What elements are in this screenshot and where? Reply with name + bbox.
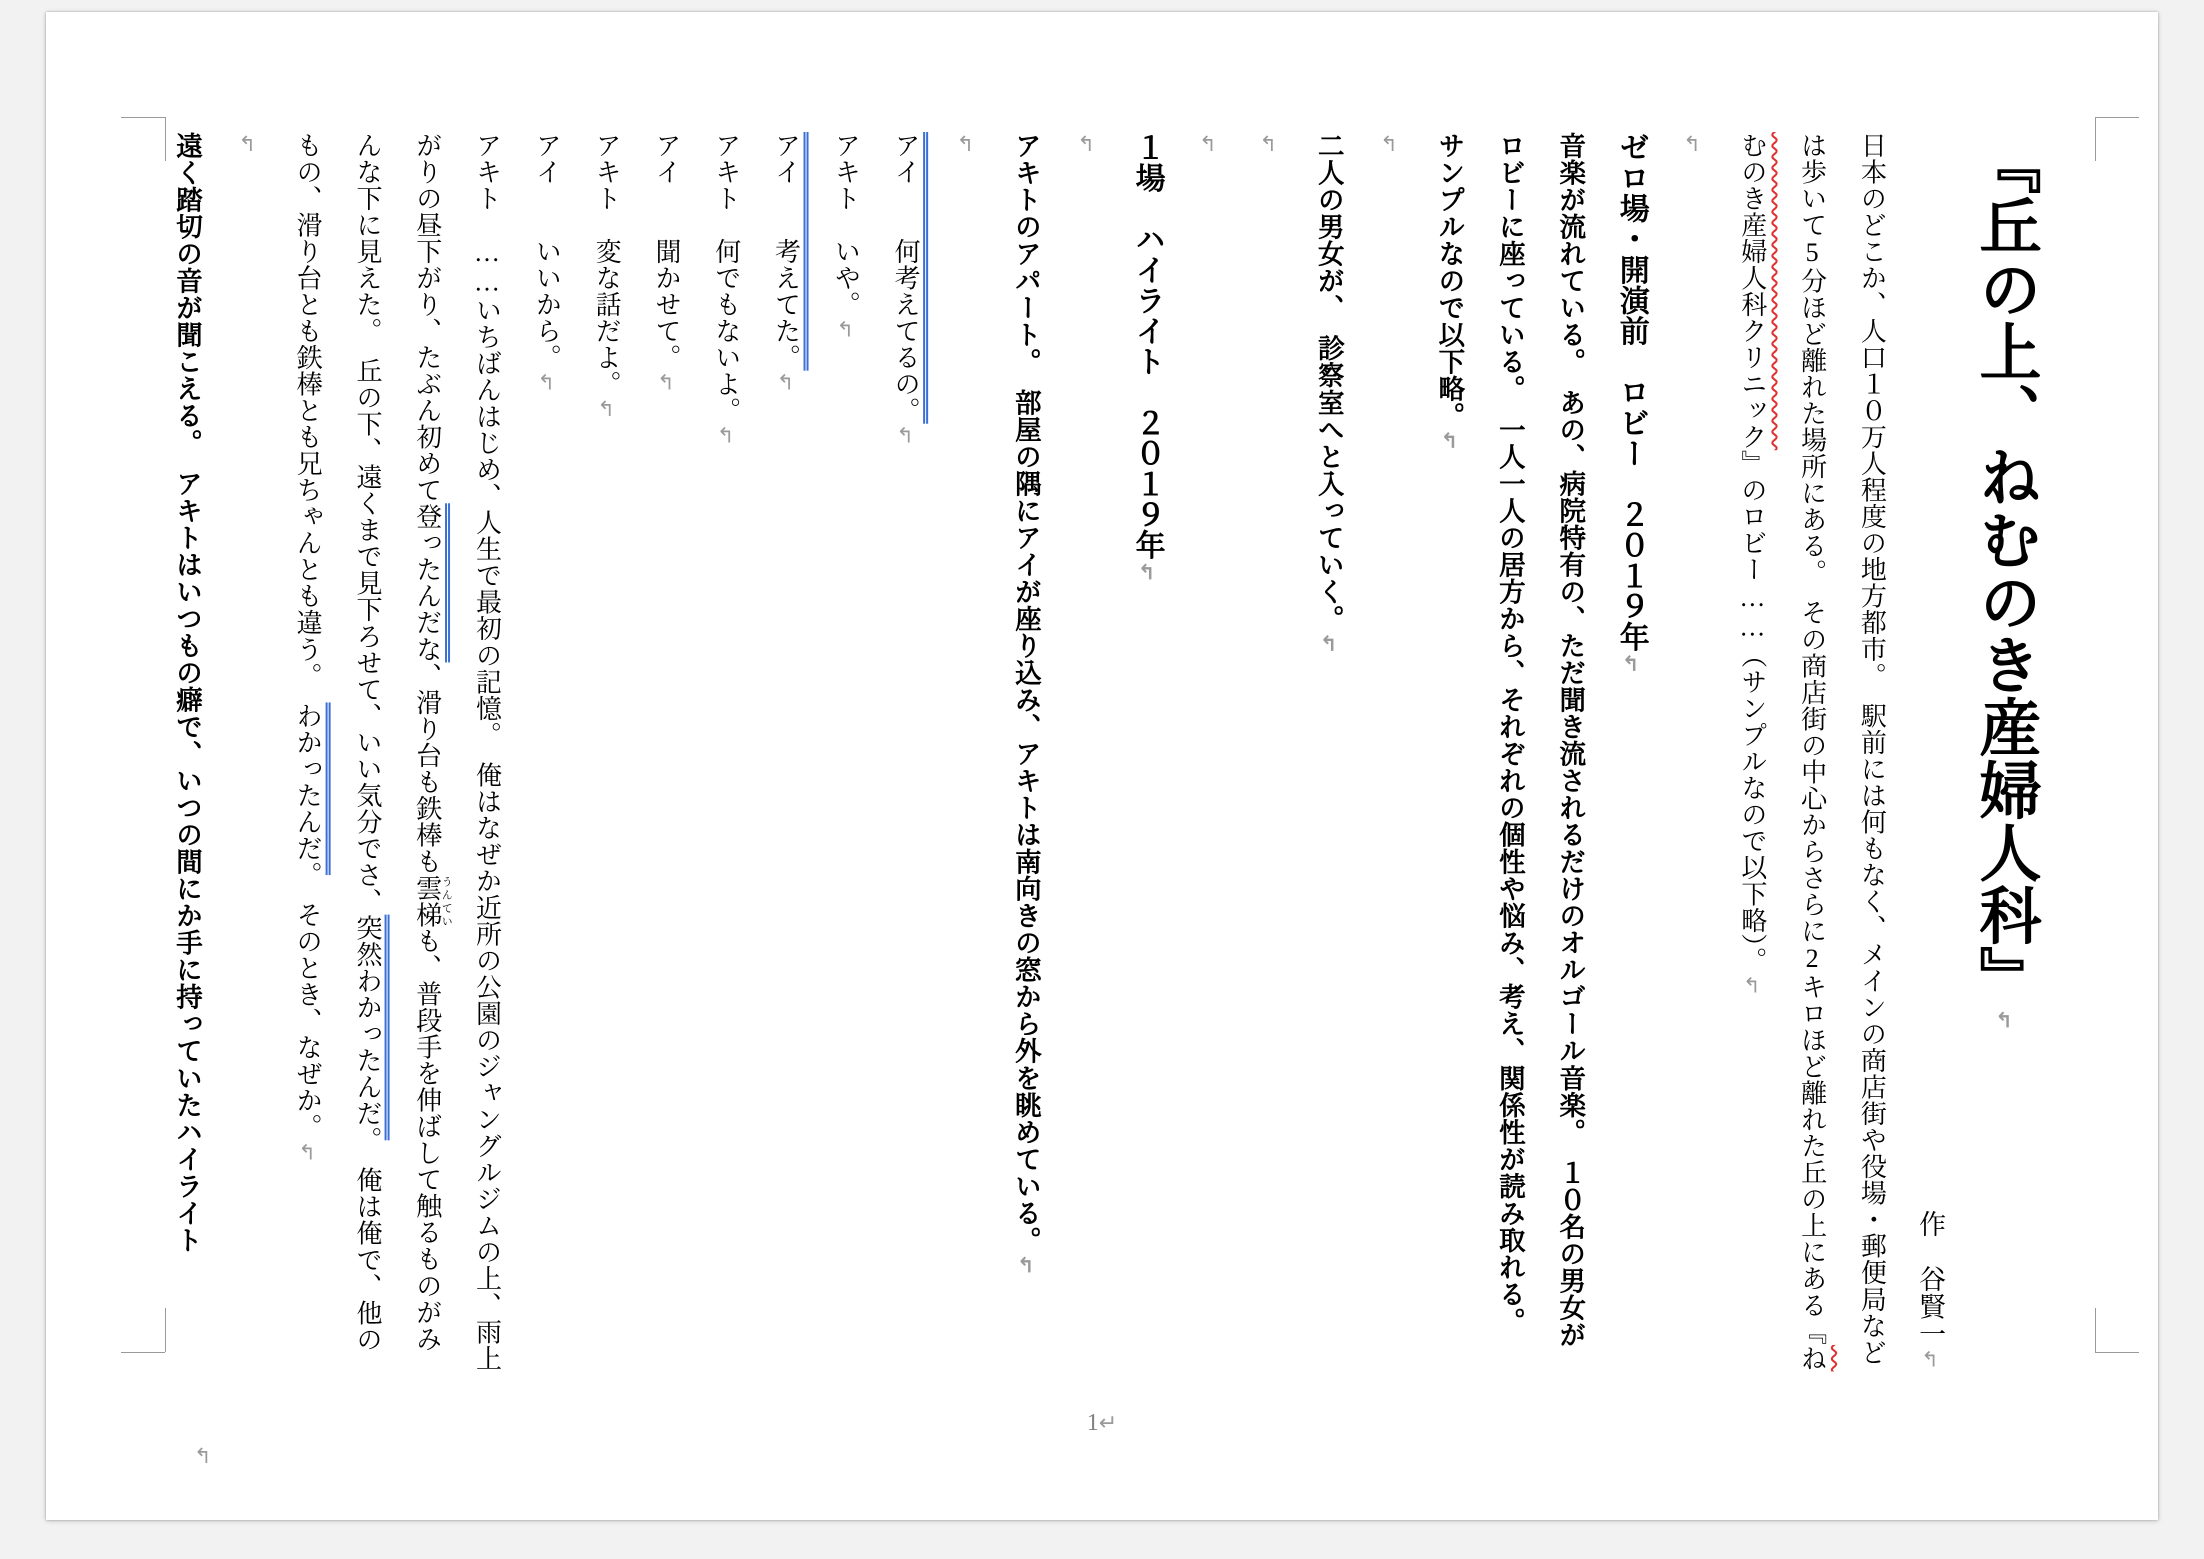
grammarcheck-flagged-phrase[interactable]: 登ったんだな	[412, 503, 442, 663]
grammarcheck-flagged-line[interactable]: アイ 考えてた。	[771, 132, 801, 371]
dialogue-text: アキト いや。	[831, 132, 861, 318]
paragraph-mark: ↰	[1918, 1348, 1943, 1372]
crop-mark-top-right	[2095, 117, 2139, 161]
paragraph-mark: ↰	[1013, 1253, 1038, 1278]
ruby-base: 雲梯	[412, 874, 442, 928]
document-end-paragraph-mark: ↰	[194, 1444, 212, 1468]
stage-direction-akito-apartment-text: アキトのアパート。 部屋の隅にアイが座り込み、アキトは南向きの窓から外を眺めている。	[1010, 132, 1041, 1254]
stage-direction-lobby-music-text: 音楽が流れている。 あの、病院特有の、ただ聞き流されるだけのオルゴール音楽。 １０名の男女がロビーに座っている。 一人一人の居方から、それぞれの個性や悩み、考え、関係性が読み取れる。 サンプルなので以下略。	[1434, 132, 1586, 1349]
paragraph-mark: ↰	[594, 397, 619, 422]
stage-direction-two-people-text: 二人の男女が、 診察室へと入っていく。	[1313, 132, 1344, 633]
grammarcheck-flagged-phrase[interactable]: わかったんだ。	[293, 702, 323, 876]
footer-return-mark: ↵	[1098, 1411, 1118, 1436]
paragraph-mark: ↰	[1618, 652, 1643, 677]
paragraph-mark: ↰	[653, 370, 678, 395]
scene-heading-one	[1116, 132, 1178, 1372]
stage-direction-railroad-crossing	[157, 132, 217, 1372]
paragraph-mark: ↰	[1739, 973, 1764, 998]
dialogue-text: アキト 変な話だよ。	[592, 132, 622, 398]
monologue-text: アキト ……いちばんはじめ、人生で最初の記憶。 俺はなぜか近所の公園のジャングルジムの上、雨上がりの昼下がり、たぶん初めて	[412, 132, 502, 1372]
paragraph-mark: ↰	[953, 132, 978, 156]
dialogue-line	[696, 132, 756, 1372]
scene-heading-one-text: １場 ハイライト ２０１９年	[1130, 132, 1164, 561]
stage-direction-two-people	[1298, 132, 1358, 1372]
intro-narration	[1722, 132, 1901, 1372]
dialogue-line	[756, 132, 816, 1372]
dialogue-line	[636, 132, 696, 1372]
paragraph-mark: ↰	[1256, 132, 1281, 156]
dialogue-line	[816, 132, 876, 1372]
paragraph-mark: ↰	[534, 370, 559, 395]
monologue-text: 俺は俺で、他のもの、滑り台とも鉄棒とも兄ちゃんとも違う。	[293, 132, 382, 1353]
monologue-text: そのとき、なぜか。	[293, 875, 323, 1141]
grammarcheck-flagged-line[interactable]: アイ 何考えてるの。	[891, 132, 921, 424]
grammarcheck-flagged-phrase[interactable]: 突然わかったんだ。	[352, 914, 382, 1141]
stage-direction-railroad-crossing-text: 遠く踏切の音が聞こえる。 アキトはいつもの癖で、いつの間にか手に持っていたハイライト	[172, 132, 203, 1254]
stage-direction-akito-apartment	[995, 132, 1055, 1372]
dialogue-line	[576, 132, 636, 1372]
spellcheck-flagged-term[interactable]: ねむのき産婦人科クリニック	[1737, 132, 1827, 1372]
paragraph-mark: ↰	[1074, 132, 1099, 156]
document-title	[1958, 132, 2048, 1372]
ruby-reading: うんてい	[440, 874, 453, 928]
dialogue-text: アイ いいから。	[532, 132, 562, 371]
crop-mark-bottom-right	[2095, 1308, 2139, 1352]
paragraph-mark: ↰	[713, 423, 738, 448]
dialogue-line	[517, 132, 577, 1372]
page-number: 1	[1086, 1410, 1099, 1436]
intro-narration-part2: 』のロビー……（サンプルなので以下略）。	[1737, 450, 1767, 974]
page-footer	[46, 1410, 2158, 1437]
paragraph-mark: ↰	[1437, 429, 1462, 454]
document-page	[46, 12, 2158, 1520]
paragraph-mark: ↰	[1680, 132, 1705, 156]
scene-heading-zero	[1600, 132, 1662, 1372]
monologue-text: も、普段手を伸ばして触るものがみんな下に見えた。 丘の下、遠くまで見下ろせて、いい気分でさ、	[352, 132, 442, 1352]
document-author	[1901, 132, 1958, 1372]
paragraph-mark: ↰	[1316, 632, 1341, 657]
document-title-text: 『丘の上、ねむのき産婦人科』	[1970, 132, 2038, 1009]
paragraph-mark: ↰	[833, 317, 858, 342]
dialogue-text: アイ 聞かせて。	[651, 132, 681, 371]
ruby-annotation	[412, 874, 453, 928]
scene-heading-zero-text: ゼロ場・開演前 ロビー ２０１９年	[1614, 132, 1648, 653]
dialogue-monologue-akito	[277, 132, 516, 1372]
intro-narration-part1: 日本のどこか、人口１０万人程度の地方都市。 駅前には何もなく、メインの商店街や役場・郵便局などは歩いて5分ほど離れた場所にある。 その商店街の中心からさらに2キロほど離れた丘の上にある『	[1797, 132, 1887, 1366]
document-body-vertical-text[interactable]	[168, 132, 2048, 1372]
dialogue-line	[875, 132, 935, 1372]
paragraph-mark: ↰	[295, 1140, 320, 1165]
stage-direction-lobby-music	[1419, 132, 1600, 1372]
paragraph-mark: ↰	[1992, 1008, 2016, 1033]
monologue-text: 、滑り台も鉄棒も	[412, 662, 442, 875]
paragraph-mark: ↰	[773, 370, 798, 395]
paragraph-mark: ↰	[1134, 560, 1159, 585]
paragraph-mark: ↰	[893, 423, 918, 448]
dialogue-text: アキト 何でもないよ。	[711, 132, 741, 424]
paragraph-mark: ↰	[235, 132, 260, 156]
paragraph-mark: ↰	[1377, 132, 1401, 156]
paragraph-mark: ↰	[1195, 132, 1220, 156]
document-author-text: 作 谷賢一	[1915, 1210, 1946, 1348]
